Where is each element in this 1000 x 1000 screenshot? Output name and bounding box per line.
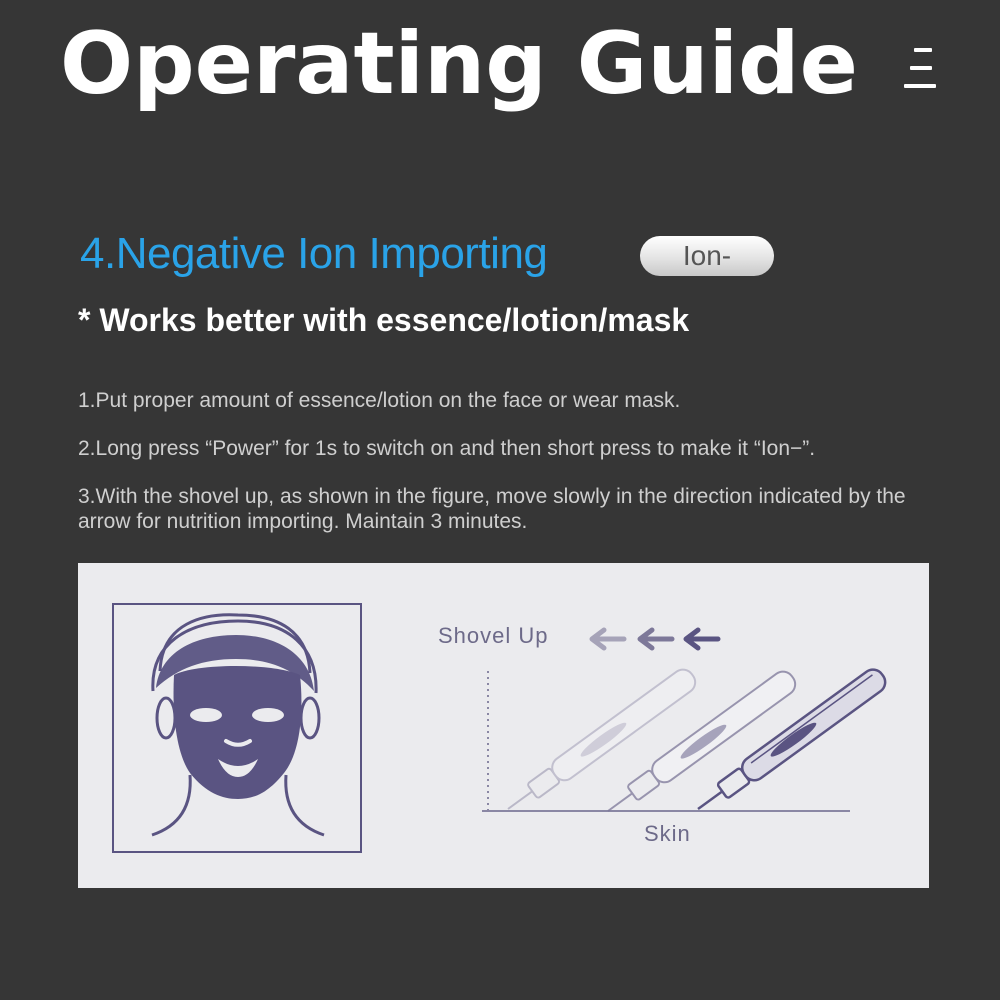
left-arrow-icon (640, 630, 672, 648)
instruction-figure (78, 563, 929, 888)
skin-label: Skin (644, 821, 691, 846)
figure-illustration (78, 563, 929, 888)
left-arrow-icon (592, 630, 624, 648)
page-title: Operating Guide (60, 14, 858, 114)
header (0, 0, 1000, 160)
step-3: 3.With the shovel up, as shown in the figure, move slowly in the direction indicated by the arrow for nutrition importing. Maintain 3 minutes. (78, 485, 906, 533)
step-2: 2.Long press “Power” for 1s to switch on and then short press to make it “Ion−”. (78, 437, 816, 460)
left-arrow-icon (686, 630, 718, 648)
section-subtitle: * Works better with essence/lotion/mask (78, 302, 690, 338)
face-mask-icon (152, 615, 324, 835)
mode-badge: Ion- (640, 236, 774, 276)
section-title: 4.Negative Ion Importing (80, 229, 548, 278)
device-icon (501, 665, 700, 818)
step-1: 1.Put proper amount of essence/lotion on the face or wear mask. (78, 389, 681, 412)
menu-icon[interactable] (900, 46, 948, 102)
shovel-up-label: Shovel Up (438, 623, 549, 648)
